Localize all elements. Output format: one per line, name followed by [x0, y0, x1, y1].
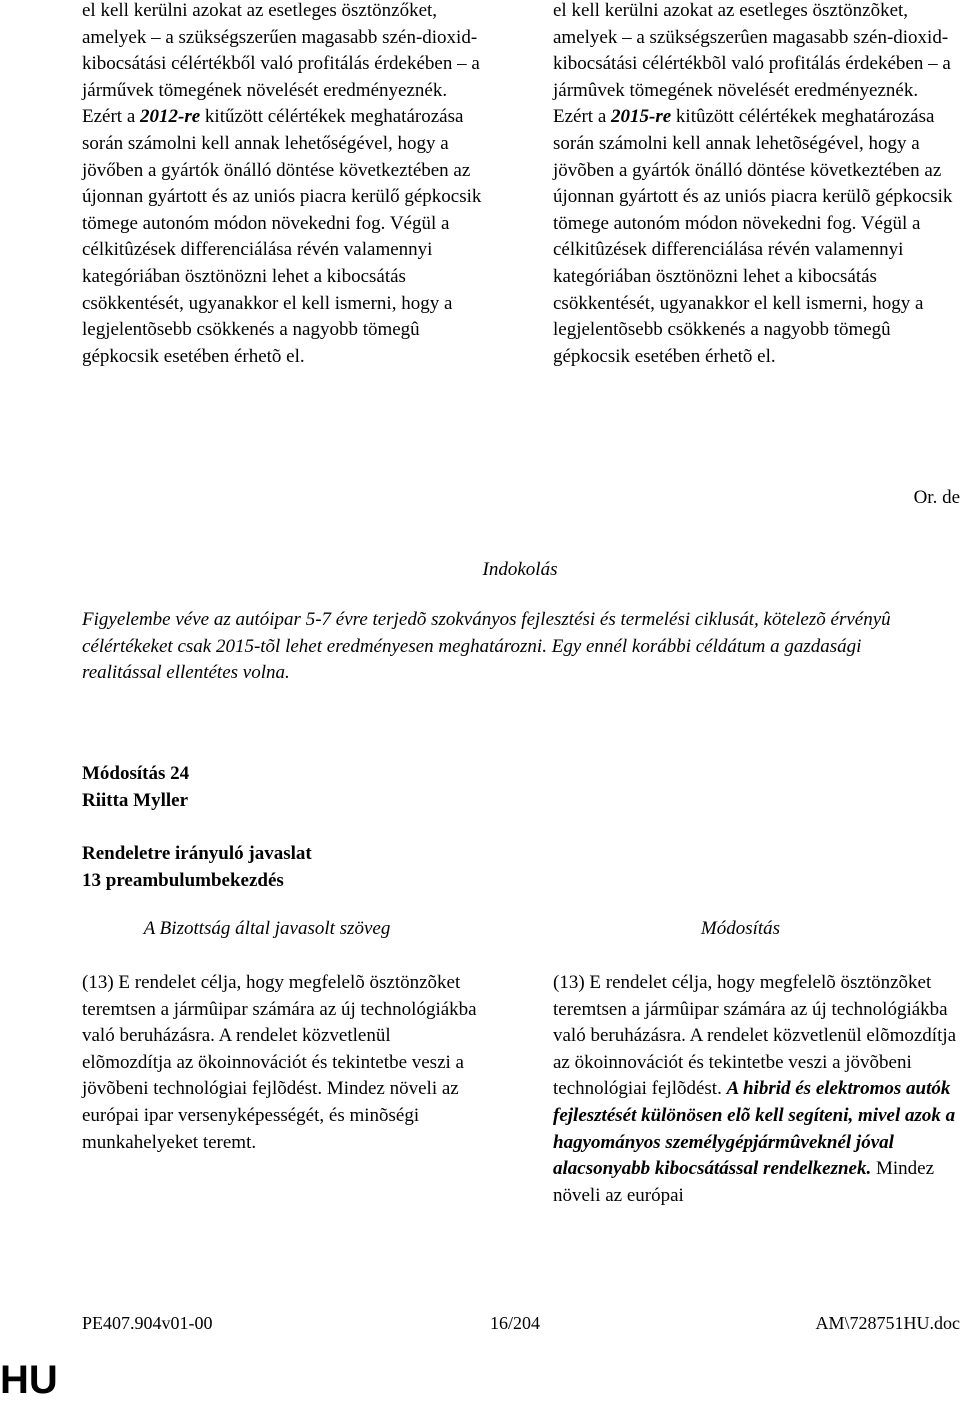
amendment-text-part2: Mindez növeli az európai — [553, 1158, 935, 1206]
top-right-year: 2015-re — [611, 106, 672, 128]
commission-text-header: A Bizottság által javasolt szöveg — [143, 918, 391, 939]
original-language: Or. de — [913, 487, 960, 508]
top-right-text — [553, 0, 960, 370]
recital-title: 13 preambulumbekezdés — [82, 870, 284, 891]
amendment-column-header: Módosítás — [700, 918, 781, 939]
footer-ref: PE407.904v01-00 — [82, 1313, 213, 1333]
justification-text: Figyelembe véve az autóipar 5-7 évre terjedõ szokványos fejlesztési és termelési ciklusát, kötelezõ érvényû célértékeket csak 2015-tõl lehet eredményesen meghatározni. Egy ennél korábbi céldátum a gazdasági realitással ellentétes volna. — [82, 609, 891, 684]
amendment-text-part1: (13) E rendelet célja, hogy megfelelõ ösztönzõket teremtsen a jármûipar számára az új technológiákba való beruházásra. A rendelet közvetlenül elõmozdítja az ökoinnovációt és tekintetbe veszi a jövõbeni technológiai fejlõdést. — [553, 972, 957, 1100]
footer-page: 16/204 — [490, 1313, 541, 1333]
top-left-text — [82, 0, 482, 370]
commission-text: (13) E rendelet célja, hogy megfelelõ ösztönzõket teremtsen a jármûipar számára az új technológiákba való beruházásra. A rendelet közvetlenül elõmozdítja az ökoinnovációt és tekintetbe veszi a jövõbeni technológiai fejlõdést. Mindez növeli az európai ipar versenyképességét, és minõségi munkahelyeket teremt. — [82, 972, 477, 1153]
justification-heading: Indokolás — [482, 559, 558, 580]
proposal-title: Rendeletre irányuló javaslat — [82, 843, 312, 864]
amendment-text — [553, 970, 960, 1209]
top-right-part2: kitûzött célértékek meghatározása során számolni kell annak lehetõségével, hogy a jövõben a gyártók önálló döntése következtében az újonnan gyártott és az uniós piacra kerülõ gépkocsik tömege autonóm módon növekedni fog. Végül a célkitûzések differenciálása révén valamennyi kategóriában ösztönözni lehet a kibocsátás csökkentését, ugyanakkor el kell ismerni, hogy a legjelentõsebb csökkenés a nagyobb tömegû gépkocsik esetében érhetõ el. — [553, 106, 953, 367]
top-left-year: 2012-re — [140, 106, 201, 128]
top-left-part2: kitűzött célértékek meghatározása során számolni kell annak lehetőségével, hogy a jövőben a gyártók önálló döntése következtében az újonnan gyártott és az uniós piacra kerülő gépkocsik tömege autonóm módon növekedni fog. Végül a célkitûzések differenciálása révén valamennyi kategóriában ösztönözni lehet a kibocsátás csökkentését, ugyanakkor el kell ismerni, hogy a legjelentõsebb csökkenés a nagyobb tömegû gépkocsik esetében érhetõ el. — [82, 106, 482, 367]
footer-language: HU — [0, 1358, 58, 1402]
amendment-added-text: A hibrid és elektromos autók fejlesztését különösen elõ kell segíteni, mivel azok a hagyományos személygépjármûveknél jóval alacsonyabb kibocsátással rendelkeznek. — [553, 1078, 956, 1180]
top-left-part1: el kell kerülni azokat az esetleges ösztönzőket, amelyek – a szükségszerűen magasabb szén-dioxid-kibocsátási célértékből való profitálás érdekében – a járművek tömegének növelését eredményeznék. Ezért a — [82, 0, 480, 128]
amendment-number: Módosítás 24 — [82, 763, 190, 784]
amendment-author: Riitta Myller — [82, 790, 189, 811]
top-right-part1: el kell kerülni azokat az esetleges ösztönzõket, amelyek – a szükségszerûen magasabb szén-dioxid-kibocsátási célértékbõl való profitálás érdekében – a jármûvek tömegének növelését eredményeznék. Ezért a — [553, 0, 951, 128]
footer-doc: AM\728751HU.doc — [815, 1313, 960, 1333]
